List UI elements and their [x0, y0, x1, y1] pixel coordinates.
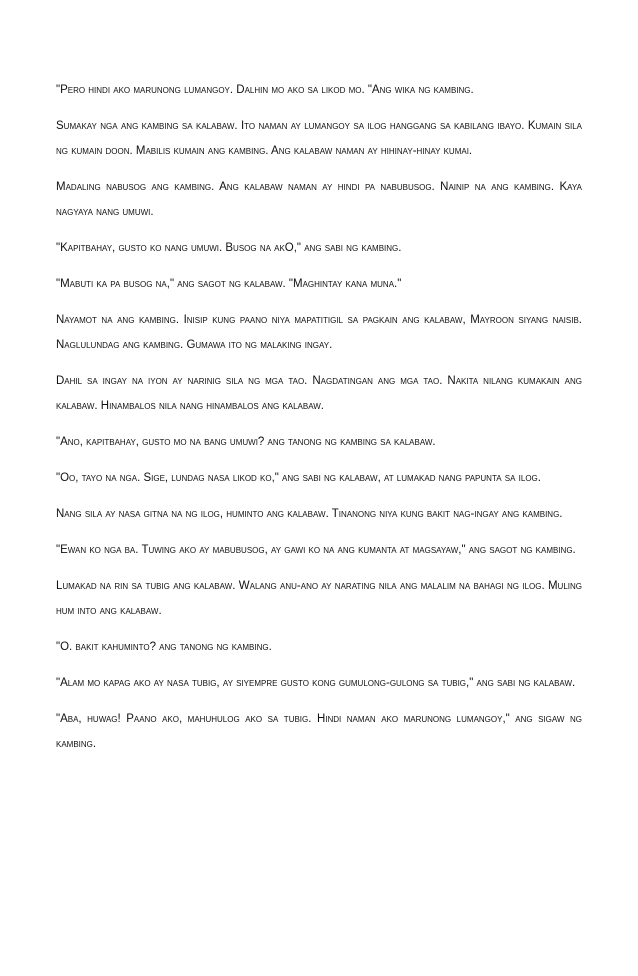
paragraph-14: "Alam mo kapag ako ay nasa tubig, ay siyempre gusto kong gumulong-gulong sa tubig," ang sabi ng kalabaw. — [56, 677, 576, 689]
paragraph-12: Lumakad na rin sa tubig ang kalabaw. Walang anu-ano ay narating nila ang malalim na bahagi ng ilog. Muling hum into ang kalabaw. — [56, 580, 582, 617]
paragraph-7: Dahil sa ingay na iyon ay narinig sila ng mga tao. Nagdatingan ang mga tao. Nakita nilang kumakain ang kalabaw. Hinambalos nila nang hinambalos ang kalabaw. — [56, 375, 582, 412]
paragraph-2: Sumakay nga ang kambing sa kalabaw. Ito naman ay lumangoy sa ilog hanggang sa kabilang ibayo. Kumain sila ng kumain doon. Mabilis kumain ang kambing. Ang kalabaw naman ay hihinay-hinay kumai. — [56, 120, 582, 157]
paragraph-4: "Kapitbahay, gusto ko nang umuwi. Busog na akO," ang sabi ng kambing. — [56, 242, 402, 254]
paragraph-9: "Oo, tayo na nga. Sige, lundag nasa likod ko," ang sabi ng kalabaw, at lumakad nang papunta sa ilog. — [56, 472, 541, 484]
paragraph-11: "Ewan ko nga ba. Tuwing ako ay mabubusog, ay gawi ko na ang kumanta at magsayaw," ang sagot ng kambing. — [56, 544, 576, 556]
paragraph-15: "Aba, huwag! Paano ako, mahuhulog ako sa tubig. Hindi naman ako marunong lumangoy," ang sigaw ng kambing. — [56, 713, 582, 750]
paragraph-8: "Ano, kapitbahay, gusto mo na bang umuwi? ang tanong ng kambing sa kalabaw. — [56, 436, 436, 448]
paragraph-13: "O. bakit kahuminto? ang tanong ng kambing. — [56, 641, 272, 653]
document-page — [56, 78, 582, 768]
paragraph-10: Nang sila ay nasa gitna na ng ilog, huminto ang kalabaw. Tinanong niya kung bakit nag-ingay ang kambing. — [56, 508, 563, 520]
paragraph-5: "Mabuti ka pa busog na," ang sagot ng kalabaw. "Maghintay kana muna." — [56, 278, 402, 290]
paragraph-3: Madaling nabusog ang kambing. Ang kalabaw naman ay hindi pa nabubusog. Nainip na ang kambing. Kaya nagyaya nang umuwi. — [56, 181, 582, 218]
paragraph-6: Nayamot na ang kambing. Inisip kung paano niya mapatitigil sa pagkain ang kalabaw, Mayroon siyang naisib. Naglulundag ang kambing. Gumawa ito ng malaking ingay. — [56, 314, 582, 351]
paragraph-1: "Pero hindi ako marunong lumangoy. Dalhin mo ako sa likod mo. "Ang wika ng kambing. — [56, 84, 474, 96]
